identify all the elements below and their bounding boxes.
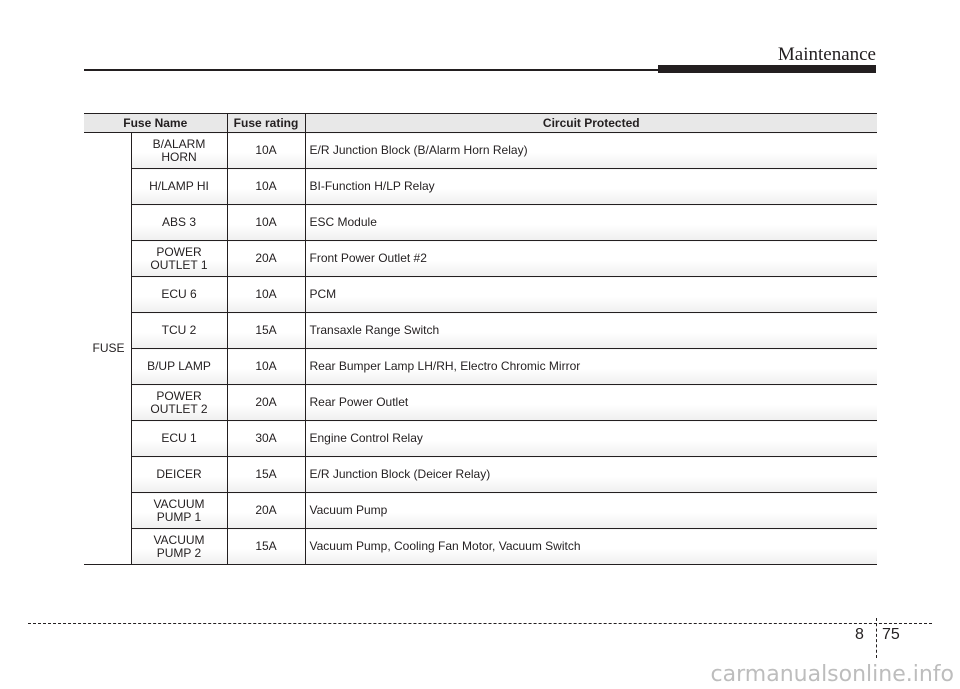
table-row — [84, 493, 877, 529]
fuse-name-cell: TCU 2 — [131, 313, 227, 349]
table-row — [84, 205, 877, 241]
fuse-group-label: FUSE — [84, 133, 131, 565]
circuit-protected-cell: ESC Module — [305, 205, 877, 241]
circuit-protected-cell: Vacuum Pump, Cooling Fan Motor, Vacuum Switch — [305, 529, 877, 565]
table-row — [84, 529, 877, 565]
fuse-name-cell: H/LAMP HI — [131, 169, 227, 205]
fuse-name-cell: ABS 3 — [131, 205, 227, 241]
fuse-name-cell: ECU 1 — [131, 421, 227, 457]
fuse-name-cell: DEICER — [131, 457, 227, 493]
table-row — [84, 349, 877, 385]
table-row — [84, 385, 877, 421]
table-row — [84, 241, 877, 277]
fuse-name-cell: B/UP LAMP — [131, 349, 227, 385]
column-header-circuit-protected: Circuit Protected — [305, 114, 877, 133]
circuit-protected-cell: Front Power Outlet #2 — [305, 241, 877, 277]
fuse-name-cell: VACUUM PUMP 2 — [131, 529, 227, 565]
table-row — [84, 277, 877, 313]
table-row — [84, 457, 877, 493]
circuit-protected-cell: Rear Bumper Lamp LH/RH, Electro Chromic Mirror — [305, 349, 877, 385]
header-rule — [84, 69, 660, 71]
table-row — [84, 421, 877, 457]
table-body — [84, 133, 877, 565]
fuse-rating-cell: 10A — [227, 349, 305, 385]
fuse-name-cell: POWER OUTLET 1 — [131, 241, 227, 277]
fuse-rating-cell: 20A — [227, 385, 305, 421]
fuse-rating-cell: 10A — [227, 133, 305, 169]
section-number: 8 — [855, 626, 864, 643]
fuse-table — [84, 113, 877, 565]
footer-rule — [28, 623, 932, 624]
table-row — [84, 313, 877, 349]
fuse-rating-cell: 10A — [227, 169, 305, 205]
fuse-name-cell: POWER OUTLET 2 — [131, 385, 227, 421]
table-header-row — [84, 114, 877, 133]
table-row — [84, 133, 877, 169]
circuit-protected-cell: E/R Junction Block (Deicer Relay) — [305, 457, 877, 493]
fuse-rating-cell: 15A — [227, 313, 305, 349]
header-rule-bar — [658, 65, 876, 73]
circuit-protected-cell: Transaxle Range Switch — [305, 313, 877, 349]
fuse-name-cell: VACUUM PUMP 1 — [131, 493, 227, 529]
circuit-protected-cell: Vacuum Pump — [305, 493, 877, 529]
fuse-rating-cell: 30A — [227, 421, 305, 457]
table-row — [84, 169, 877, 205]
column-header-fuse-rating: Fuse rating — [227, 114, 305, 133]
circuit-protected-cell: BI-Function H/LP Relay — [305, 169, 877, 205]
circuit-protected-cell: Rear Power Outlet — [305, 385, 877, 421]
circuit-protected-cell: PCM — [305, 277, 877, 313]
page-divider — [876, 618, 877, 658]
fuse-rating-cell: 20A — [227, 241, 305, 277]
column-header-fuse-name: Fuse Name — [84, 114, 227, 133]
circuit-protected-cell: E/R Junction Block (B/Alarm Horn Relay) — [305, 133, 877, 169]
fuse-rating-cell: 10A — [227, 277, 305, 313]
fuse-name-cell: ECU 6 — [131, 277, 227, 313]
watermark: carmanualsonline.info — [710, 662, 954, 687]
fuse-rating-cell: 20A — [227, 493, 305, 529]
fuse-name-cell: B/ALARM HORN — [131, 133, 227, 169]
fuse-rating-cell: 15A — [227, 529, 305, 565]
circuit-protected-cell: Engine Control Relay — [305, 421, 877, 457]
fuse-rating-cell: 10A — [227, 205, 305, 241]
fuse-rating-cell: 15A — [227, 457, 305, 493]
section-title: Maintenance — [777, 44, 876, 65]
page-number: 75 — [882, 626, 900, 643]
